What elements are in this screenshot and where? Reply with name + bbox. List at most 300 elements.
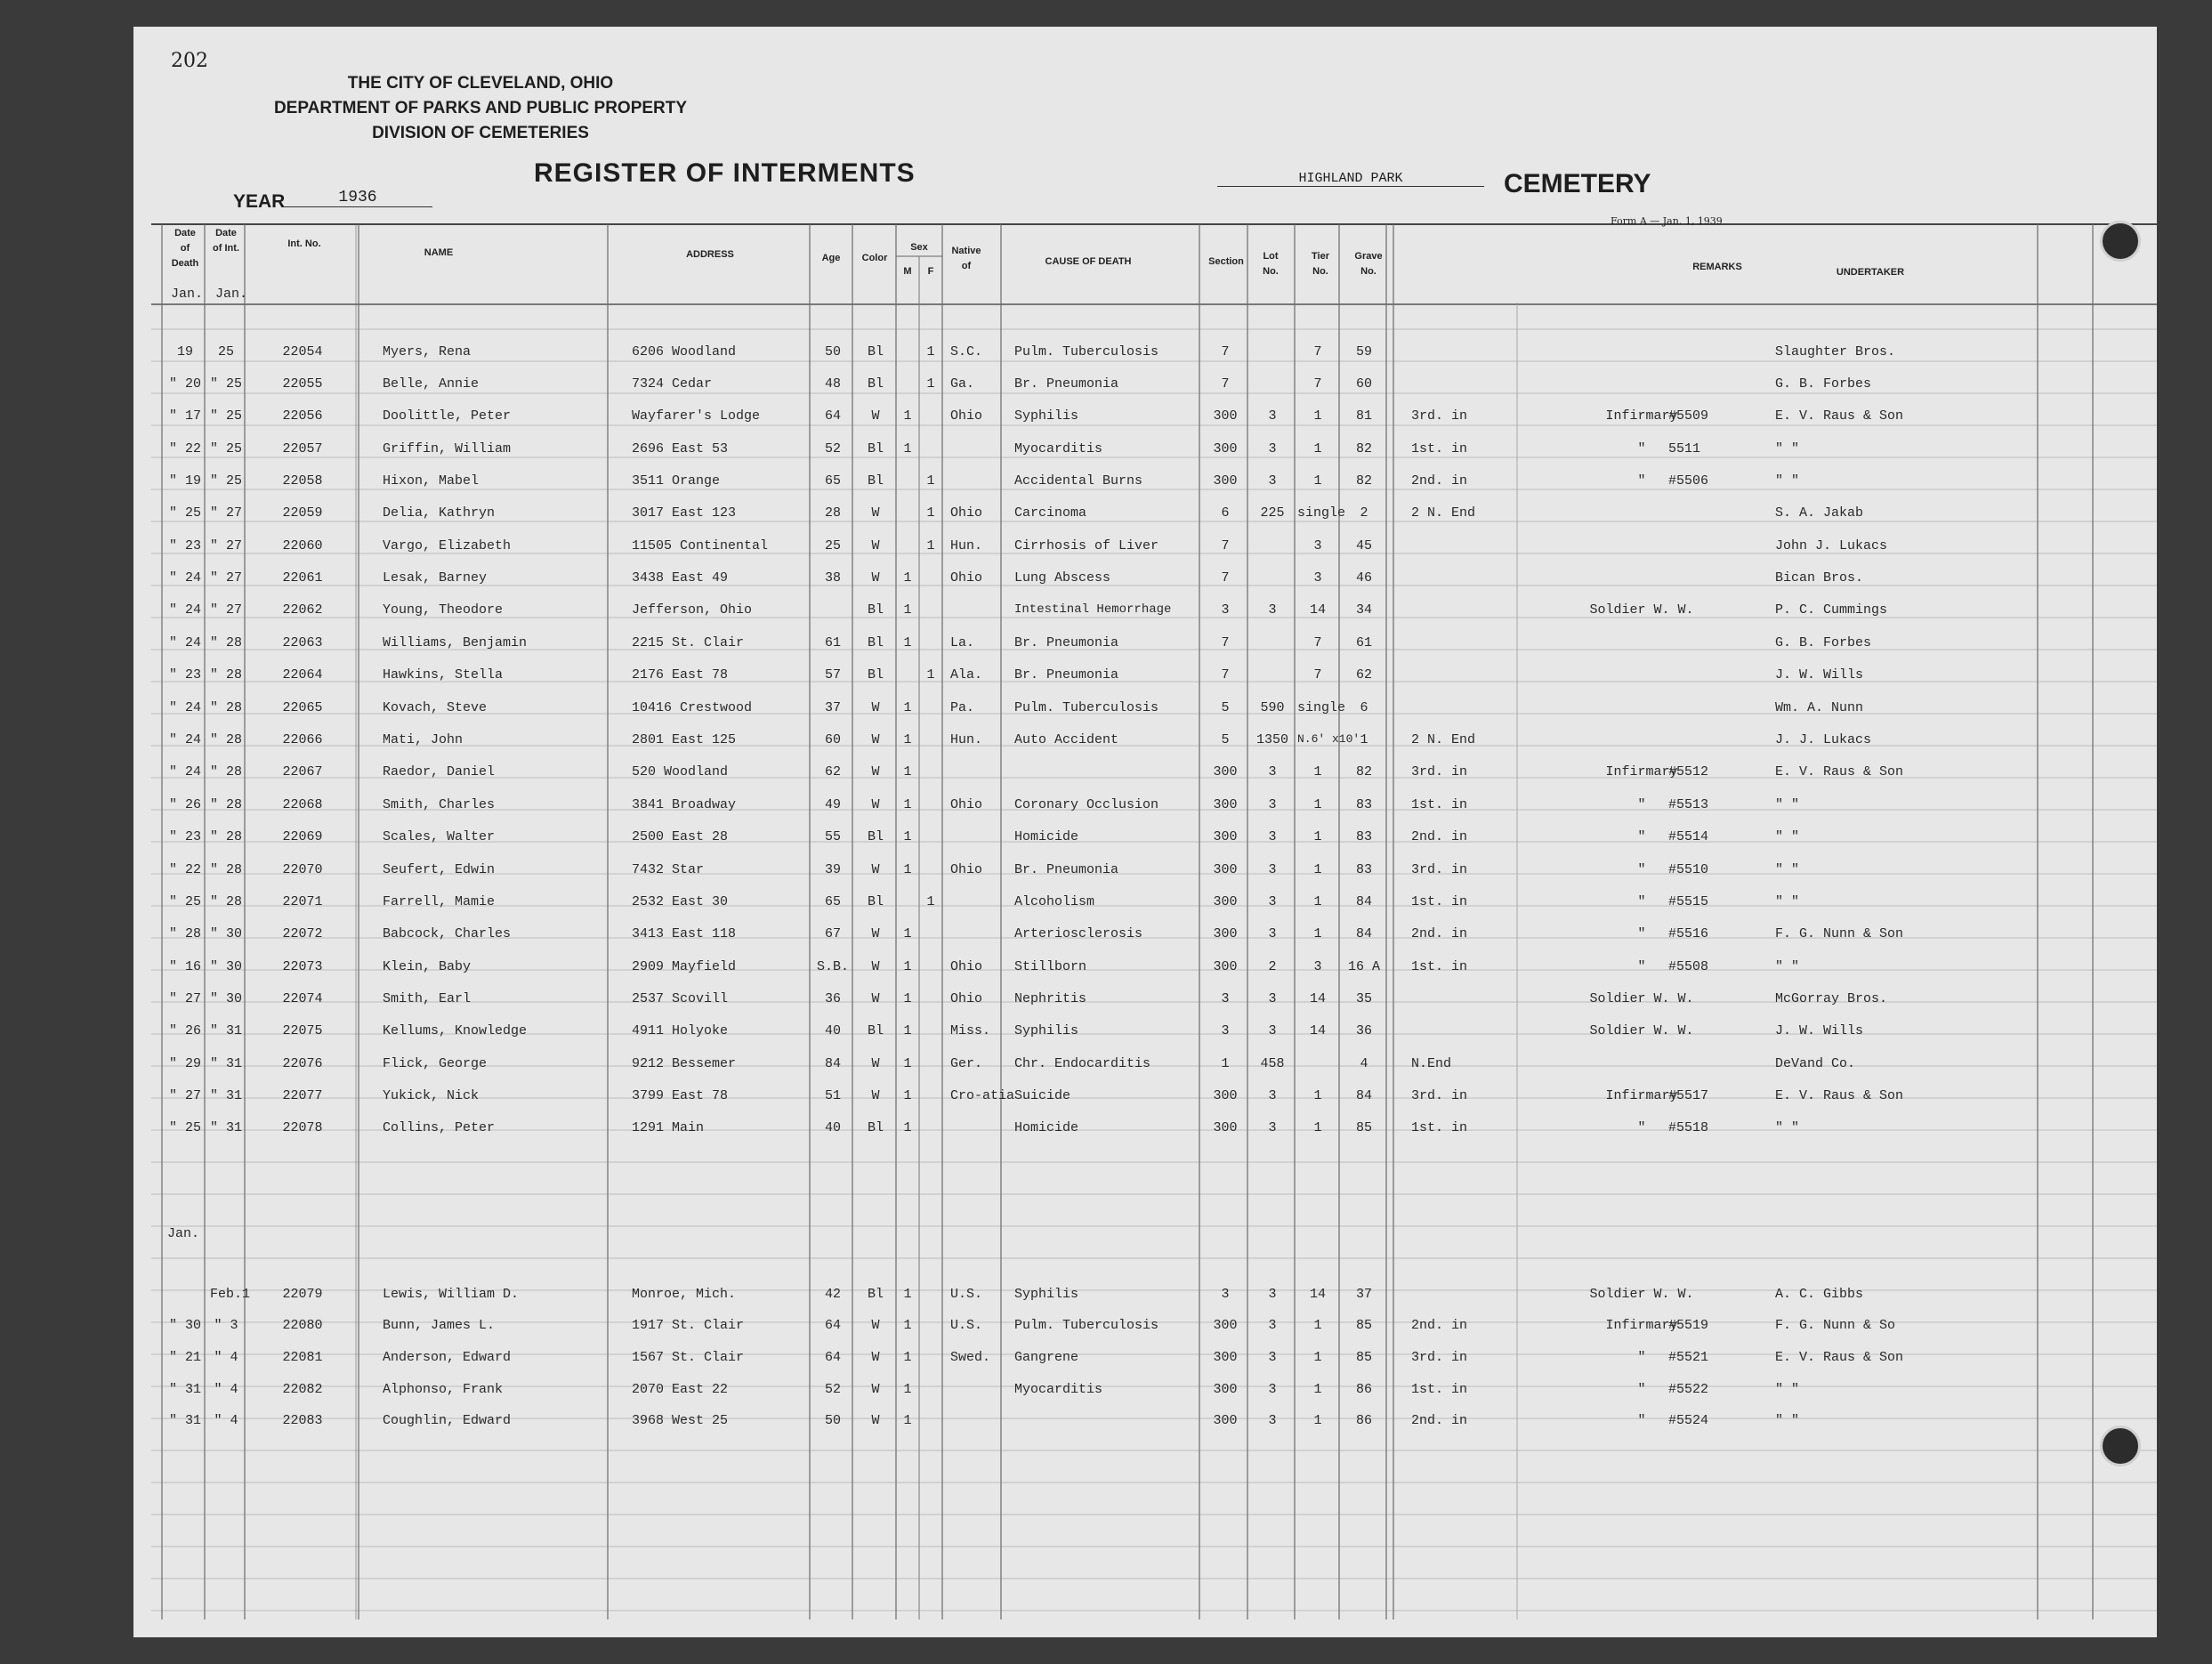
row-25-r3: #5518 <box>1668 1120 1709 1135</box>
row-27-sec: 300 <box>1213 1318 1238 1333</box>
row-21-addr: 2537 Scovill <box>632 991 729 1006</box>
row-26-und: A. C. Gibbs <box>1775 1287 1864 1302</box>
row-21-color: W <box>871 991 880 1006</box>
row-29-tier: 1 <box>1313 1382 1322 1397</box>
row-26-doi: Feb.1 <box>210 1287 251 1302</box>
row-24-dod: " 27 <box>169 1088 202 1103</box>
row-25-addr: 1291 Main <box>632 1120 705 1135</box>
row-9-cause: Intestinal Hemorrhage <box>1014 602 1172 617</box>
row-30-m: 1 <box>903 1413 912 1428</box>
row-14-dod: " 24 <box>169 764 202 779</box>
row-2-doi: " 25 <box>210 376 243 392</box>
row-6-dod: " 25 <box>169 505 202 521</box>
row-3-color: W <box>871 408 880 424</box>
row-9-name: Young, Theodore <box>383 602 504 618</box>
form-note: Form A — Jan. 1, 1939 <box>1611 215 1723 227</box>
row-26-tier: 14 <box>1309 1287 1326 1302</box>
row-24-r1: 3rd. in <box>1411 1088 1468 1103</box>
row-5-dod: " 19 <box>169 473 202 489</box>
row-2-native: Ga. <box>950 376 975 392</box>
row-10-cause: Br. Pneumonia <box>1014 635 1119 650</box>
row-4-doi: " 25 <box>210 441 243 456</box>
row-19-r2: " <box>1637 926 1646 941</box>
row-7-no: 22060 <box>282 538 323 553</box>
row-26-name: Lewis, William D. <box>383 1287 520 1302</box>
row-29-age: 52 <box>824 1382 841 1397</box>
col-int-no: Int. No. <box>287 238 321 249</box>
row-16-m: 1 <box>903 829 912 844</box>
row-4-grave: 82 <box>1355 441 1372 456</box>
row-16-sec: 300 <box>1213 829 1238 844</box>
row-24-name: Yukick, Nick <box>383 1088 480 1103</box>
row-3-r1: 3rd. in <box>1411 408 1468 424</box>
row-22-doi: " 31 <box>210 1023 243 1038</box>
row-4-color: Bl <box>867 441 884 456</box>
row-4-no: 22057 <box>282 441 323 456</box>
row-9-doi: " 27 <box>210 602 243 618</box>
row-27-r3: #5519 <box>1668 1318 1709 1333</box>
row-24-cause: Suicide <box>1014 1088 1071 1103</box>
row-1-tier: 7 <box>1313 344 1322 359</box>
row-22-no: 22075 <box>282 1023 323 1038</box>
row-26-r2: Soldier W. W. <box>1589 1287 1694 1302</box>
row-14-addr: 520 Woodland <box>632 764 729 779</box>
row-18-r3: #5515 <box>1668 894 1709 909</box>
row-17-tier: 1 <box>1313 862 1322 877</box>
row-11-cause: Br. Pneumonia <box>1014 667 1119 683</box>
month-label-death-jan-2: Jan. <box>167 1226 200 1241</box>
row-27-cause: Pulm. Tuberculosis <box>1014 1318 1159 1333</box>
row-9-color: Bl <box>867 602 884 618</box>
row-23-dod: " 29 <box>169 1056 202 1071</box>
row-13-native: Hun. <box>950 732 983 747</box>
row-13-tier: N.6' x10' <box>1297 732 1360 746</box>
year-value: 1936 <box>283 189 432 207</box>
row-5-addr: 3511 Orange <box>632 473 721 489</box>
row-11-dod: " 23 <box>169 667 202 683</box>
row-30-age: 50 <box>824 1413 841 1428</box>
row-11-und: J. W. Wills <box>1775 667 1864 683</box>
row-25-sec: 300 <box>1213 1120 1238 1135</box>
row-4-und: " " <box>1775 441 1800 456</box>
row-15-age: 49 <box>824 797 841 812</box>
row-6-doi: " 27 <box>210 505 243 521</box>
row-30-r2: " <box>1637 1413 1646 1428</box>
row-16-cause: Homicide <box>1014 829 1079 844</box>
row-5-doi: " 25 <box>210 473 243 489</box>
row-27-grave: 85 <box>1355 1318 1372 1333</box>
row-13-color: W <box>871 732 880 747</box>
row-17-addr: 7432 Star <box>632 862 705 877</box>
row-9-dod: " 24 <box>169 602 202 618</box>
row-9-addr: Jefferson, Ohio <box>632 602 753 618</box>
row-25-und: " " <box>1775 1120 1800 1135</box>
row-18-color: Bl <box>867 894 884 909</box>
row-29-name: Alphonso, Frank <box>383 1382 504 1397</box>
row-28-color: W <box>871 1350 880 1365</box>
row-11-doi: " 28 <box>210 667 243 683</box>
row-17-m: 1 <box>903 862 912 877</box>
row-16-r2: " <box>1637 829 1646 844</box>
row-30-doi: " 4 <box>214 1413 238 1428</box>
row-14-r1: 3rd. in <box>1411 764 1468 779</box>
row-19-color: W <box>871 926 880 941</box>
row-12-color: W <box>871 700 880 715</box>
row-22-addr: 4911 Holyoke <box>632 1023 729 1038</box>
row-5-grave: 82 <box>1355 473 1372 489</box>
row-17-r2: " <box>1637 862 1646 877</box>
row-14-age: 62 <box>824 764 841 779</box>
row-3-tier: 1 <box>1313 408 1322 424</box>
row-4-addr: 2696 East 53 <box>632 441 729 456</box>
row-5-lot: 3 <box>1268 473 1277 489</box>
row-7-und: John J. Lukacs <box>1775 538 1888 553</box>
row-3-und: E. V. Raus & Son <box>1775 408 1904 424</box>
col-age: Age <box>821 253 841 263</box>
row-28-r1: 3rd. in <box>1411 1350 1468 1365</box>
year-label: YEAR <box>233 191 286 212</box>
row-20-sec: 300 <box>1213 959 1238 974</box>
row-10-und: G. B. Forbes <box>1775 635 1872 650</box>
row-7-dod: " 23 <box>169 538 202 553</box>
row-14-r2: Infirmary <box>1605 764 1678 779</box>
row-15-cause: Coronary Occlusion <box>1014 797 1159 812</box>
row-16-tier: 1 <box>1313 829 1322 844</box>
row-24-r2: Infirmary <box>1605 1088 1678 1103</box>
row-1-f: 1 <box>926 344 935 359</box>
row-23-name: Flick, George <box>383 1056 488 1071</box>
row-10-addr: 2215 St. Clair <box>632 635 745 650</box>
row-4-name: Griffin, William <box>383 441 512 456</box>
row-20-grave: 16 A <box>1347 959 1380 974</box>
row-12-addr: 10416 Crestwood <box>632 700 753 715</box>
row-13-m: 1 <box>903 732 912 747</box>
row-1-sec: 7 <box>1221 344 1230 359</box>
row-8-name: Lesak, Barney <box>383 570 488 586</box>
row-15-und: " " <box>1775 797 1800 812</box>
row-19-name: Babcock, Charles <box>383 926 512 941</box>
row-14-m: 1 <box>903 764 912 779</box>
row-22-cause: Syphilis <box>1014 1023 1079 1038</box>
row-21-tier: 14 <box>1309 991 1326 1006</box>
col-remarks: REMARKS <box>1692 262 1742 272</box>
row-26-native: U.S. <box>950 1287 983 1302</box>
row-15-color: W <box>871 797 880 812</box>
row-7-tier: 3 <box>1313 538 1322 553</box>
row-9-tier: 14 <box>1309 602 1326 618</box>
row-15-grave: 83 <box>1355 797 1372 812</box>
row-2-cause: Br. Pneumonia <box>1014 376 1119 392</box>
col-date-of-death: Date of Death <box>171 228 199 269</box>
row-27-native: U.S. <box>950 1318 983 1333</box>
row-12-grave: 6 <box>1360 700 1368 715</box>
row-2-name: Belle, Annie <box>383 376 480 392</box>
row-3-r3: #5509 <box>1668 408 1709 424</box>
row-7-color: W <box>871 538 880 553</box>
row-22-sec: 3 <box>1221 1023 1230 1038</box>
binder-hole-top <box>2100 221 2141 262</box>
row-24-sec: 300 <box>1213 1088 1238 1103</box>
row-9-lot: 3 <box>1268 602 1277 618</box>
col-sex-m: M <box>903 266 912 277</box>
row-27-no: 22080 <box>282 1318 323 1333</box>
row-26-color: Bl <box>867 1287 884 1302</box>
row-19-no: 22072 <box>282 926 323 941</box>
row-9-no: 22062 <box>282 602 323 618</box>
row-5-tier: 1 <box>1313 473 1322 489</box>
row-12-sec: 5 <box>1221 700 1230 715</box>
row-16-grave: 83 <box>1355 829 1372 844</box>
row-3-m: 1 <box>903 408 912 424</box>
row-20-color: W <box>871 959 880 974</box>
row-17-name: Seufert, Edwin <box>383 862 496 877</box>
row-8-sec: 7 <box>1221 570 1230 586</box>
row-6-grave: 2 <box>1360 505 1368 521</box>
row-23-r1: N.End <box>1411 1056 1452 1071</box>
row-3-doi: " 25 <box>210 408 243 424</box>
row-29-und: " " <box>1775 1382 1800 1397</box>
row-6-no: 22059 <box>282 505 323 521</box>
row-10-color: Bl <box>867 635 884 650</box>
row-21-lot: 3 <box>1268 991 1277 1006</box>
row-3-sec: 300 <box>1213 408 1238 424</box>
row-13-grave: 1 <box>1360 732 1368 747</box>
row-28-r2: " <box>1637 1350 1646 1365</box>
row-19-sec: 300 <box>1213 926 1238 941</box>
row-24-tier: 1 <box>1313 1088 1322 1103</box>
row-9-grave: 34 <box>1355 602 1372 618</box>
row-24-color: W <box>871 1088 880 1103</box>
row-25-cause: Homicide <box>1014 1120 1079 1135</box>
row-3-lot: 3 <box>1268 408 1277 424</box>
row-5-no: 22058 <box>282 473 323 489</box>
row-1-cause: Pulm. Tuberculosis <box>1014 344 1159 359</box>
row-15-tier: 1 <box>1313 797 1322 812</box>
row-10-sec: 7 <box>1221 635 1230 650</box>
row-16-lot: 3 <box>1268 829 1277 844</box>
row-16-age: 55 <box>824 829 841 844</box>
row-4-r1: 1st. in <box>1411 441 1468 456</box>
row-25-r2: " <box>1637 1120 1646 1135</box>
row-15-r2: " <box>1637 797 1646 812</box>
row-20-age: S.B. <box>817 959 850 974</box>
row-18-doi: " 28 <box>210 894 243 909</box>
row-24-r3: #5517 <box>1668 1088 1709 1103</box>
row-18-grave: 84 <box>1355 894 1372 909</box>
row-25-name: Collins, Peter <box>383 1120 496 1135</box>
row-29-lot: 3 <box>1268 1382 1277 1397</box>
row-4-tier: 1 <box>1313 441 1322 456</box>
row-12-m: 1 <box>903 700 912 715</box>
row-28-m: 1 <box>903 1350 912 1365</box>
row-20-und: " " <box>1775 959 1800 974</box>
row-8-m: 1 <box>903 570 912 586</box>
row-24-grave: 84 <box>1355 1088 1372 1103</box>
row-4-age: 52 <box>824 441 841 456</box>
row-15-dod: " 26 <box>169 797 202 812</box>
row-22-name: Kellums, Knowledge <box>383 1023 528 1038</box>
row-23-m: 1 <box>903 1056 912 1071</box>
row-5-name: Hixon, Mabel <box>383 473 480 489</box>
row-22-tier: 14 <box>1309 1023 1326 1038</box>
row-20-no: 22073 <box>282 959 323 974</box>
row-17-sec: 300 <box>1213 862 1238 877</box>
row-23-age: 84 <box>824 1056 841 1071</box>
row-8-no: 22061 <box>282 570 323 586</box>
row-16-r1: 2nd. in <box>1411 829 1468 844</box>
row-21-r2: Soldier W. W. <box>1589 991 1694 1006</box>
row-28-native: Swed. <box>950 1350 991 1365</box>
row-30-dod: " 31 <box>169 1413 202 1428</box>
col-sex-f: F <box>927 266 934 277</box>
row-8-cause: Lung Abscess <box>1014 570 1111 586</box>
row-7-name: Vargo, Elizabeth <box>383 538 512 553</box>
org-line-department: DEPARTMENT OF PARKS AND PUBLIC PROPERTY <box>273 99 688 117</box>
row-14-lot: 3 <box>1268 764 1277 779</box>
row-9-r2: Soldier W. W. <box>1589 602 1694 618</box>
row-18-dod: " 25 <box>169 894 202 909</box>
row-23-color: W <box>871 1056 880 1071</box>
row-20-m: 1 <box>903 959 912 974</box>
row-19-r1: 2nd. in <box>1411 926 1468 941</box>
row-22-grave: 36 <box>1355 1023 1372 1038</box>
row-24-age: 51 <box>824 1088 841 1103</box>
row-25-m: 1 <box>903 1120 912 1135</box>
row-14-tier: 1 <box>1313 764 1322 779</box>
row-15-r3: #5513 <box>1668 797 1709 812</box>
row-30-und: " " <box>1775 1413 1800 1428</box>
row-6-color: W <box>871 505 880 521</box>
row-21-cause: Nephritis <box>1014 991 1087 1006</box>
row-22-r2: Soldier W. W. <box>1589 1023 1694 1038</box>
row-5-r1: 2nd. in <box>1411 473 1468 489</box>
row-7-cause: Cirrhosis of Liver <box>1014 538 1159 553</box>
row-4-cause: Myocarditis <box>1014 441 1103 456</box>
row-13-r1: 2 N. End <box>1411 732 1476 747</box>
row-30-name: Coughlin, Edward <box>383 1413 512 1428</box>
row-25-color: Bl <box>867 1120 884 1135</box>
row-29-doi: " 4 <box>214 1382 238 1397</box>
row-20-r1: 1st. in <box>1411 959 1468 974</box>
row-2-color: Bl <box>867 376 884 392</box>
row-28-name: Anderson, Edward <box>383 1350 512 1365</box>
row-12-lot: 590 <box>1260 700 1285 715</box>
row-27-age: 64 <box>824 1318 841 1333</box>
row-28-addr: 1567 St. Clair <box>632 1350 745 1365</box>
row-18-addr: 2532 East 30 <box>632 894 729 909</box>
row-19-addr: 3413 East 118 <box>632 926 737 941</box>
row-12-und: Wm. A. Nunn <box>1775 700 1864 715</box>
row-21-m: 1 <box>903 991 912 1006</box>
row-2-no: 22055 <box>282 376 323 392</box>
row-29-cause: Myocarditis <box>1014 1382 1103 1397</box>
row-8-addr: 3438 East 49 <box>632 570 729 586</box>
row-19-r3: #5516 <box>1668 926 1709 941</box>
col-name: NAME <box>424 247 454 258</box>
row-28-grave: 85 <box>1355 1350 1372 1365</box>
row-7-grave: 45 <box>1355 538 1372 553</box>
row-3-cause: Syphilis <box>1014 408 1079 424</box>
row-24-doi: " 31 <box>210 1088 243 1103</box>
row-12-name: Kovach, Steve <box>383 700 488 715</box>
row-17-native: Ohio <box>950 862 983 877</box>
row-14-sec: 300 <box>1213 764 1238 779</box>
row-5-r2: " <box>1637 473 1646 489</box>
row-16-dod: " 23 <box>169 829 202 844</box>
col-sex: Sex <box>910 242 928 253</box>
row-28-sec: 300 <box>1213 1350 1238 1365</box>
row-24-m: 1 <box>903 1088 912 1103</box>
row-17-age: 39 <box>824 862 841 877</box>
row-3-name: Doolittle, Peter <box>383 408 512 424</box>
row-15-r1: 1st. in <box>1411 797 1468 812</box>
row-1-addr: 6206 Woodland <box>632 344 737 359</box>
row-7-sec: 7 <box>1221 538 1230 553</box>
row-3-age: 64 <box>824 408 841 424</box>
row-14-no: 22067 <box>282 764 323 779</box>
row-6-sec: 6 <box>1221 505 1230 521</box>
binder-hole-bottom <box>2100 1426 2141 1466</box>
row-17-grave: 83 <box>1355 862 1372 877</box>
row-13-dod: " 24 <box>169 732 202 747</box>
row-12-doi: " 28 <box>210 700 243 715</box>
row-20-native: Ohio <box>950 959 983 974</box>
row-23-grave: 4 <box>1360 1056 1368 1071</box>
row-4-dod: " 22 <box>169 441 202 456</box>
row-14-und: E. V. Raus & Son <box>1775 764 1904 779</box>
row-29-grave: 86 <box>1355 1382 1372 1397</box>
row-19-doi: " 30 <box>210 926 243 941</box>
row-17-color: W <box>871 862 880 877</box>
org-line-city: THE CITY OF CLEVELAND, OHIO <box>347 74 614 93</box>
row-29-no: 22082 <box>282 1382 323 1397</box>
row-15-m: 1 <box>903 797 912 812</box>
row-18-name: Farrell, Mamie <box>383 894 496 909</box>
page-number: 202 <box>171 50 208 72</box>
cemetery-name: HIGHLAND PARK <box>1217 171 1484 187</box>
row-28-lot: 3 <box>1268 1350 1277 1365</box>
month-label-int-jan: Jan. <box>215 287 248 302</box>
row-27-name: Bunn, James L. <box>383 1318 496 1333</box>
row-18-no: 22071 <box>282 894 323 909</box>
row-4-m: 1 <box>903 441 912 456</box>
row-5-age: 65 <box>824 473 841 489</box>
register-title: REGISTER OF INTERMENTS <box>534 158 916 188</box>
row-28-age: 64 <box>824 1350 841 1365</box>
row-15-doi: " 28 <box>210 797 243 812</box>
row-17-r1: 3rd. in <box>1411 862 1468 877</box>
row-18-und: " " <box>1775 894 1800 909</box>
row-2-addr: 7324 Cedar <box>632 376 713 392</box>
row-13-name: Mati, John <box>383 732 464 747</box>
row-22-color: Bl <box>867 1023 884 1038</box>
row-27-r2: Infirmary <box>1605 1318 1678 1333</box>
row-6-f: 1 <box>926 505 935 521</box>
row-11-name: Hawkins, Stella <box>383 667 504 683</box>
register-page <box>133 27 2157 1637</box>
row-6-tier: single <box>1297 505 1346 521</box>
row-15-lot: 3 <box>1268 797 1277 812</box>
row-25-doi: " 31 <box>210 1120 243 1135</box>
row-7-f: 1 <box>926 538 935 553</box>
col-cause-of-death: CAUSE OF DEATH <box>1045 256 1132 267</box>
row-13-lot: 1350 <box>1255 732 1288 747</box>
row-28-tier: 1 <box>1313 1350 1322 1365</box>
row-6-age: 28 <box>824 505 841 521</box>
row-18-f: 1 <box>926 894 935 909</box>
row-28-cause: Gangrene <box>1014 1350 1079 1365</box>
row-7-addr: 11505 Continental <box>632 538 769 553</box>
